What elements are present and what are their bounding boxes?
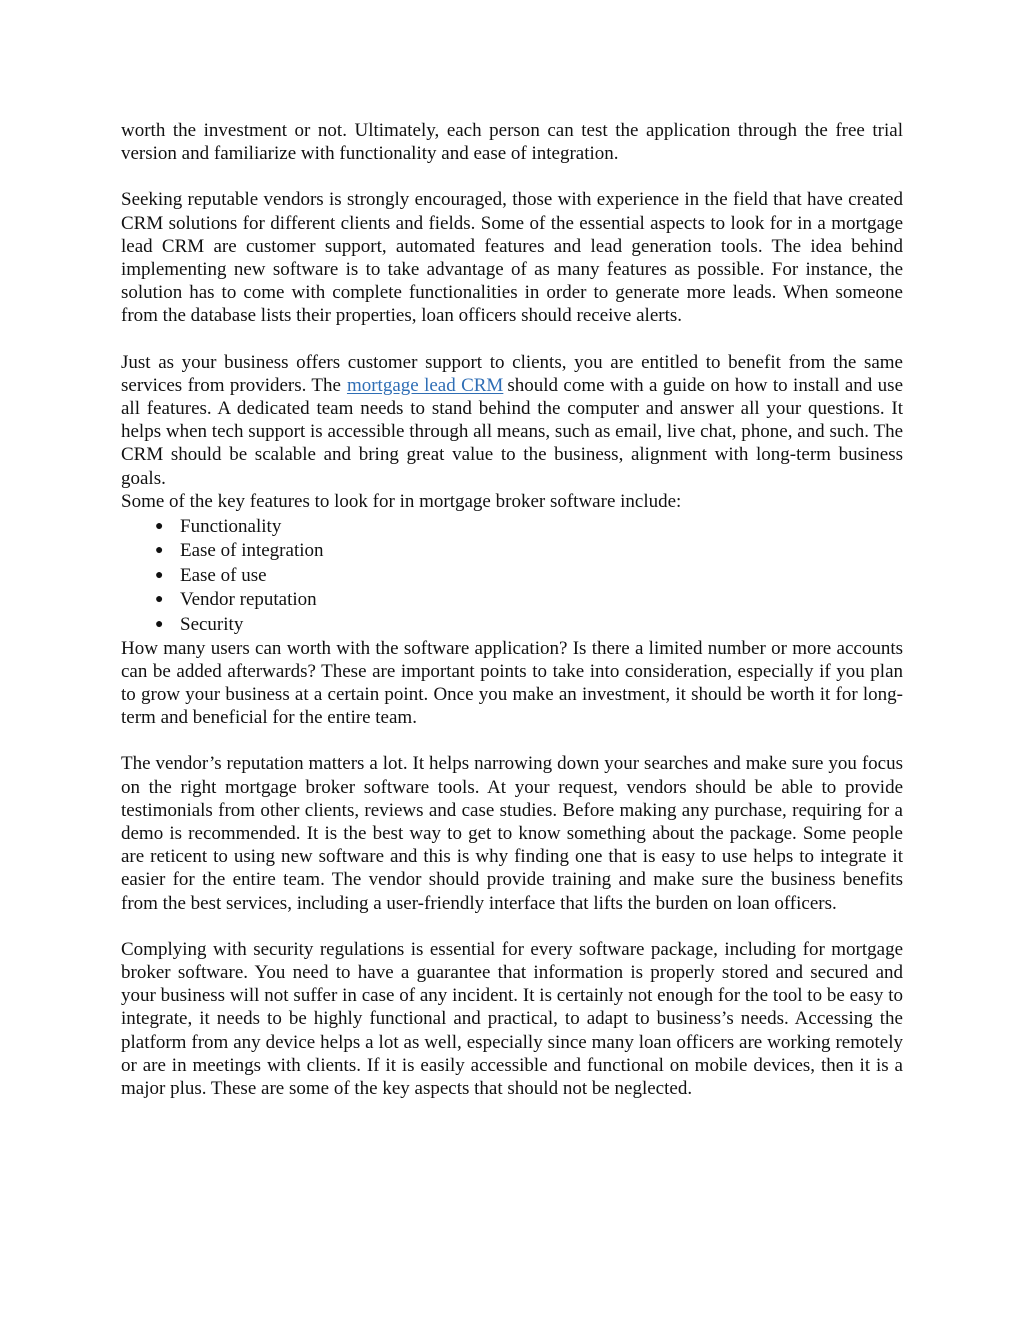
paragraph-reputation: The vendor’s reputation matters a lot. It helps narrowing down your searches and make sure you focus on the right mortgage broker software tools. At your request, vendors should be able to provide testimonials from other clients, reviews and case studies. Before making any purchase, requiring for a demo is recommended. It is the best way to get to know something about the package. Some people are reticent to using new software and this is why finding one that is easy to use helps to integrate it easier for the entire team. The vendor should provide training and make sure the business benefits from the best services, including a user-friendly interface that lifts the burden on loan officers. xyxy=(121,753,903,914)
list-item-label: Ease of integration xyxy=(180,540,324,562)
bullet-icon: ● xyxy=(155,592,164,608)
features-intro: Some of the key features to look for in mortgage broker software include: xyxy=(121,490,682,512)
paragraph-support xyxy=(121,351,903,490)
list-item-label: Functionality xyxy=(180,515,282,537)
paragraph-security: Complying with security regulations is essential for every software package, including for mortgage broker software. You need to have a guarantee that information is properly stored and secured and your business will not suffer in case of any incident. It is certainly not enough for the tool to be easy to integrate, it needs to be highly functional and practical, to adapt to business’s needs. Accessing the platform from any device helps a lot as well, especially since many loan officers are working remotely or are in meetings with clients. If it is easily accessible and functional on mobile devices, then it is a major plus. These are some of the key aspects that should not be neglected. xyxy=(121,938,903,1099)
list-item xyxy=(121,539,903,564)
list-item xyxy=(121,612,903,637)
bullet-icon: ● xyxy=(155,567,164,583)
paragraph-investment: worth the investment or not. Ultimately, each person can test the application through the free trial version and familiarize with functionality and ease of integration. xyxy=(121,120,903,165)
list-item-label: Vendor reputation xyxy=(180,589,317,611)
list-item xyxy=(121,514,903,539)
features-list xyxy=(121,514,903,637)
paragraph-support-after: should come with a guide on how to install and use all features. A dedicated team needs to stand behind the computer and answer all your questions. It helps when tech support is accessible through all means, such as email, live chat, phone, and such. The CRM should be scalable and bring great value to the business, alignment with long-term business goals. xyxy=(121,374,903,489)
document-page xyxy=(121,119,903,1100)
list-item-label: Security xyxy=(180,613,244,635)
list-item xyxy=(121,563,903,588)
list-item xyxy=(121,588,903,613)
paragraph-support-before: Just as your business offers customer support to clients, you are entitled to benefit from the same services from providers. The xyxy=(121,351,903,396)
paragraph-vendors: Seeking reputable vendors is strongly encouraged, those with experience in the field that have created CRM solutions for different clients and fields. Some of the essential aspects to look for in a mortgage lead CRM are customer support, automated features and lead generation tools. The idea behind implementing new software is to take advantage of as many features as possible. For instance, the solution has to come with complete functionalities in order to generate more leads. When someone from the database lists their properties, loan officers should receive alerts. xyxy=(121,189,903,327)
bullet-icon: ● xyxy=(155,616,164,632)
bullet-icon: ● xyxy=(155,543,164,559)
mortgage-lead-crm-link[interactable]: mortgage lead CRM xyxy=(346,374,504,396)
bullet-icon: ● xyxy=(155,518,164,534)
paragraph-users: How many users can worth with the software application? Is there a limited number or more accounts can be added afterwards? These are important points to take into consideration, especially if you plan to grow your business at a certain point. Once you make an investment, it should be worth it for long-term and beneficial for the entire team. xyxy=(121,637,903,729)
list-item-label: Ease of use xyxy=(180,564,267,586)
